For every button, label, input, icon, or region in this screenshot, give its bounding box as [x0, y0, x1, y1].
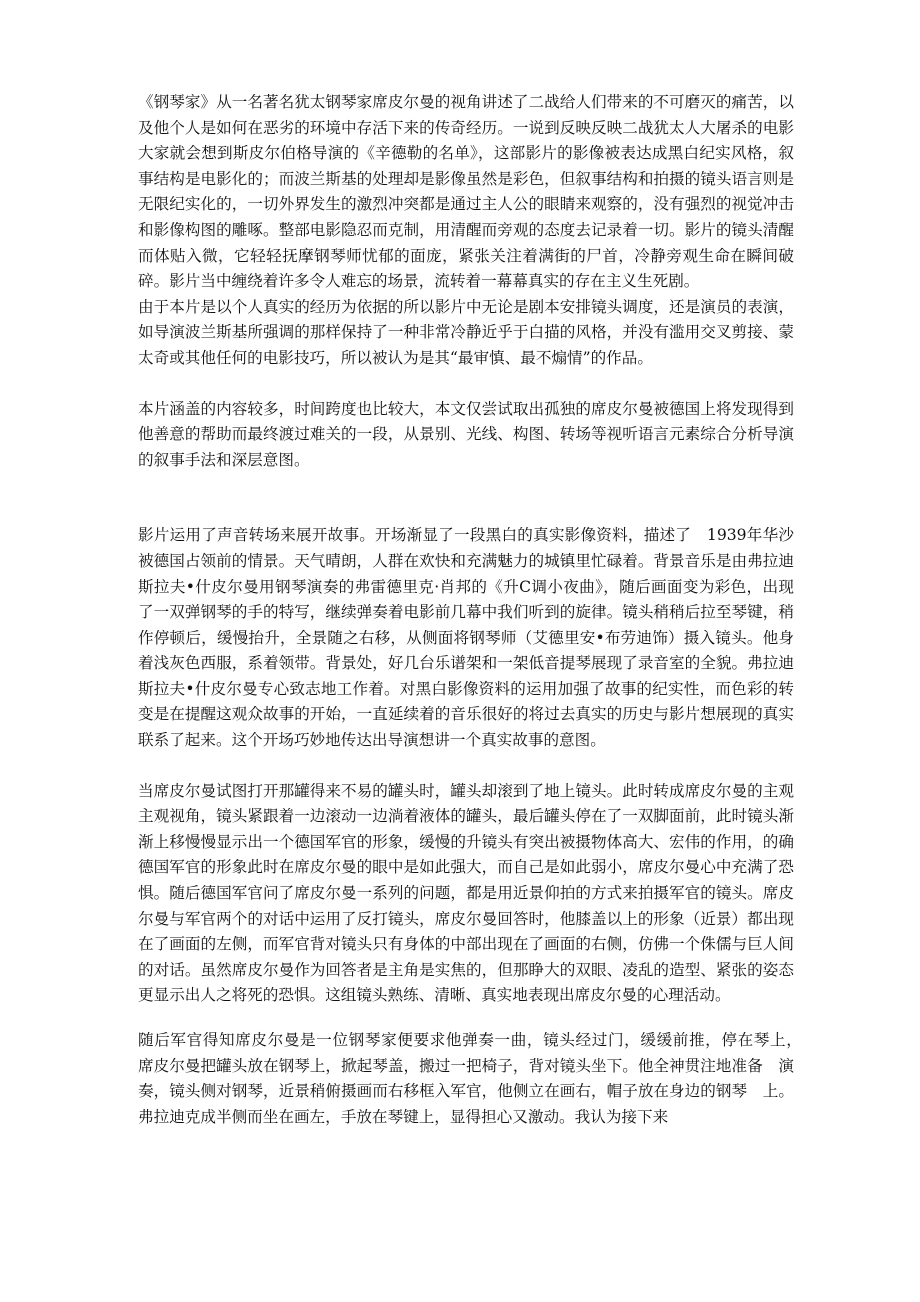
paragraph-spacer [138, 372, 794, 397]
document-body [138, 90, 810, 1130]
section-spacer [138, 473, 794, 523]
paragraph-opening-scene: 影片运用了声音转场来展开故事。开场渐显了一段黑白的真实影像资料，描述了 1939年华沙被德国占领前的情景。天气晴朗，人群在欢快和充满魅力的城镇里忙碌着。背景音乐是由弗拉迪斯拉夫•什皮尔曼用钢琴演奏的弗雷德里克·肖邦的《升C调小夜曲》，随后画面变为彩色，出现了一双弹钢琴的手的特写，继续弹奏着电影前几幕中我们听到的旋律。镜头稍稍后拉至琴键，稍作停顿后，缓慢抬升，全景随之右移，从侧面将钢琴师（艾德里安•布劳迪饰）摄入镜头。他身着浅灰色西服，系着领带。背景处，好几台乐谱架和一架低音提琴展现了录音室的全貌。弗拉迪斯拉夫•什皮尔曼专心致志地工作着。对黑白影像资料的运用加强了故事的纪实性，而色彩的转变是在提醒这观众故事的开始，一直延续着的音乐很好的将过去真实的历史与影片想展现的真实联系了起来。这个开场巧妙地传达出导演想讲一个真实故事的意图。 [138, 526, 794, 750]
paragraph-scope: 本片涵盖的内容较多，时间跨度也比较大，本文仅尝试取出孤独的席皮尔曼被德国上将发现得到他善意的帮助而最终渡过难关的一段，从景别、光线、构图、转场等视听语言元素综合分析导演的叙事手法和深层意图。 [138, 399, 794, 469]
paragraph-can-scene: 当席皮尔曼试图打开那罐得来不易的罐头时，罐头却滚到了地上镜头。此时转成席皮尔曼的主观主观视角，镜头紧跟着一边滚动一边淌着液体的罐头，最后罐头停在了一双脚面前，此时镜头渐渐上移慢慢显示出一个德国军官的形象，缓慢的升镜头有突出被摄物体高大、宏伟的作用，的确德国军官的形象此时在席皮尔曼的眼中是如此强大，而自己是如此弱小，席皮尔曼心中充满了恐惧。随后德国军官问了席皮尔曼一系列的问题，都是用近景仰拍的方式来拍摄军官的镜头。席皮尔曼与军官两个的对话中运用了反打镜头，席皮尔曼回答时，他膝盖以上的形象（近景）都出现在了画面的左侧，而军官背对镜头只有身体的中部出现在了画面的右侧，仿佛一个侏儒与巨人间的对话。虽然席皮尔曼作为回答者是主角是实焦的，但那睁大的双眼、凌乱的造型、紧张的姿态更显示出人之将死的恐惧。这组镜头熟练、清晰、真实地表现出席皮尔曼的心理活动。 [138, 781, 794, 1005]
paragraph-spacer [138, 754, 794, 779]
paragraph-intro: 《钢琴家》从一名著名犹太钢琴家席皮尔曼的视角讲述了二战给人们带来的不可磨灭的痛苦，以及他个人是如何在恶劣的环境中存活下来的传奇经历。一说到反映反映二战犹太人大屠杀的电影大家就会想到斯皮尔伯格导演的《辛德勒的名单》，这部影片的影像被表达成黑白纪实风格，叙事结构是电影化的；而波兰斯基的处理却是影像虽然是彩色，但叙事结构和拍摄的镜头语言则是无限纪实化的，一切外界发生的激烈冲突都是通过主人公的眼睛来观察的，没有强烈的视觉冲击和影像构图的雕啄。整部电影隐忍而克制，用清醒而旁观的态度去记录着一切。影片的镜头清醒而体贴入微，它轻轻抚摩钢琴师忧郁的面庞，紧张关注着满街的尸首，冷静旁观生命在瞬间破碎。影片当中缠绕着许多令人难忘的场景，流转着一幕幕真实的存在主义生死剧。 [138, 93, 794, 291]
paragraph-piano-scene: 随后军官得知席皮尔曼是一位钢琴家便要求他弹奏一曲，镜头经过门，缓缓前推，停在琴上， 席皮尔曼把罐头放在钢琴上，掀起琴盖，搬过一把椅子，背对镜头坐下。他全神贯注地准备 演奏，镜头侧对钢琴，近景稍俯摄画而右移框入军官，他侧立在画右，帽子放在身边的钢琴 上。弗拉迪克成半侧而坐在画左，手放在琴键上，显得担心又激动。我认为接下来 [138, 1031, 810, 1126]
paragraph-spacer [138, 1009, 794, 1028]
paragraph-style: 由于本片是以个人真实的经历为依据的所以影片中无论是剧本安排镜头调度，还是演员的表演，如导演波兰斯基所强调的那样保持了一种非常冷静近乎于白描的风格，并没有滥用交叉剪接、蒙太奇或其他任何的电影技巧，所以被认为是其“最审慎、最不煽情”的作品。 [138, 297, 794, 367]
